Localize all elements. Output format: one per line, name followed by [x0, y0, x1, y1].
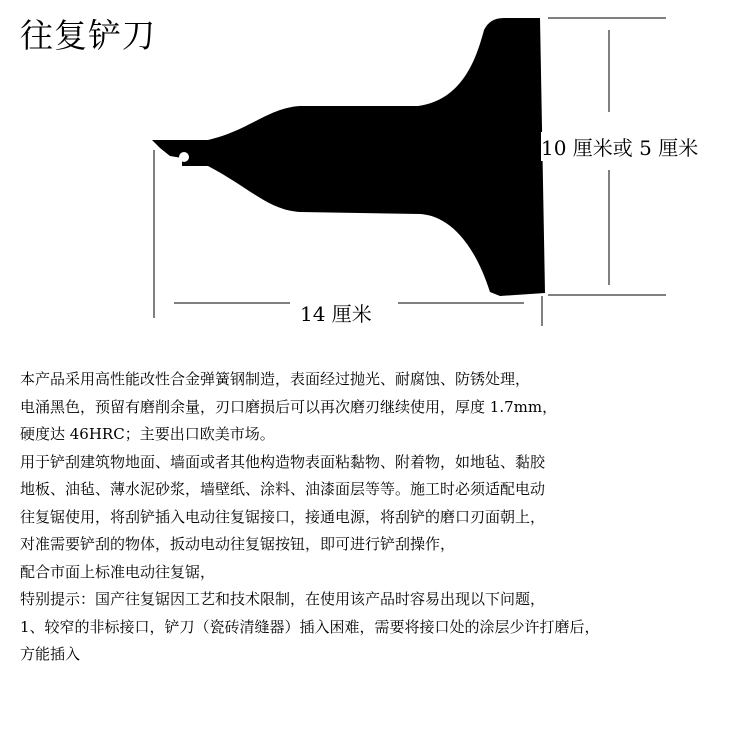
- description-line: 电涌黑色，预留有磨削余量，刃口磨损后可以再次磨刃继续使用，厚度 1.7mm，: [20, 397, 558, 416]
- description-line: 本产品采用高性能改性合金弹簧钢制造，表面经过抛光、耐腐蚀、防锈处理，: [20, 370, 531, 388]
- description-line: 对准需要铲刮的物体，扳动电动往复锯按钮，即可进行铲刮操作，: [20, 535, 456, 553]
- description-line: 1、较窄的非标接口，铲刀（瓷砖清缝器）插入困难，需要将接口处的涂层少许打磨后，: [20, 617, 600, 636]
- description-line: 用于铲刮建筑物地面、墙面或者其他构造物表面粘黏物、附着物，如地毡、黏胶: [20, 452, 546, 471]
- description-line: 方能插入: [20, 645, 81, 663]
- description-line: 配合市面上标准电动往复锯，: [20, 562, 216, 581]
- description-line: 硬度达 46HRC；主要出口欧美市场。: [20, 425, 275, 443]
- description-line: 往复锯使用，将刮铲插入电动往复锯接口，接通电源，将刮铲的磨口刃面朝上，: [20, 507, 546, 526]
- scraper-blade-shape: [152, 18, 545, 296]
- product-diagram: [0, 0, 750, 340]
- description-line: 地板、油毡、薄水泥砂浆，墙壁纸、涂料、油漆面层等等。施工时必须适配电动: [20, 480, 546, 498]
- description-line: 特别提示：国产往复锯因工艺和技术限制，在使用该产品时容易出现以下问题，: [20, 590, 546, 608]
- mounting-hole: [179, 152, 189, 162]
- height-dimension-label: 10 厘米或 5 厘米: [541, 132, 698, 161]
- width-dimension-label: 14 厘米: [294, 298, 378, 327]
- product-description: [20, 366, 740, 669]
- page-title: 往复铲刀: [20, 16, 156, 55]
